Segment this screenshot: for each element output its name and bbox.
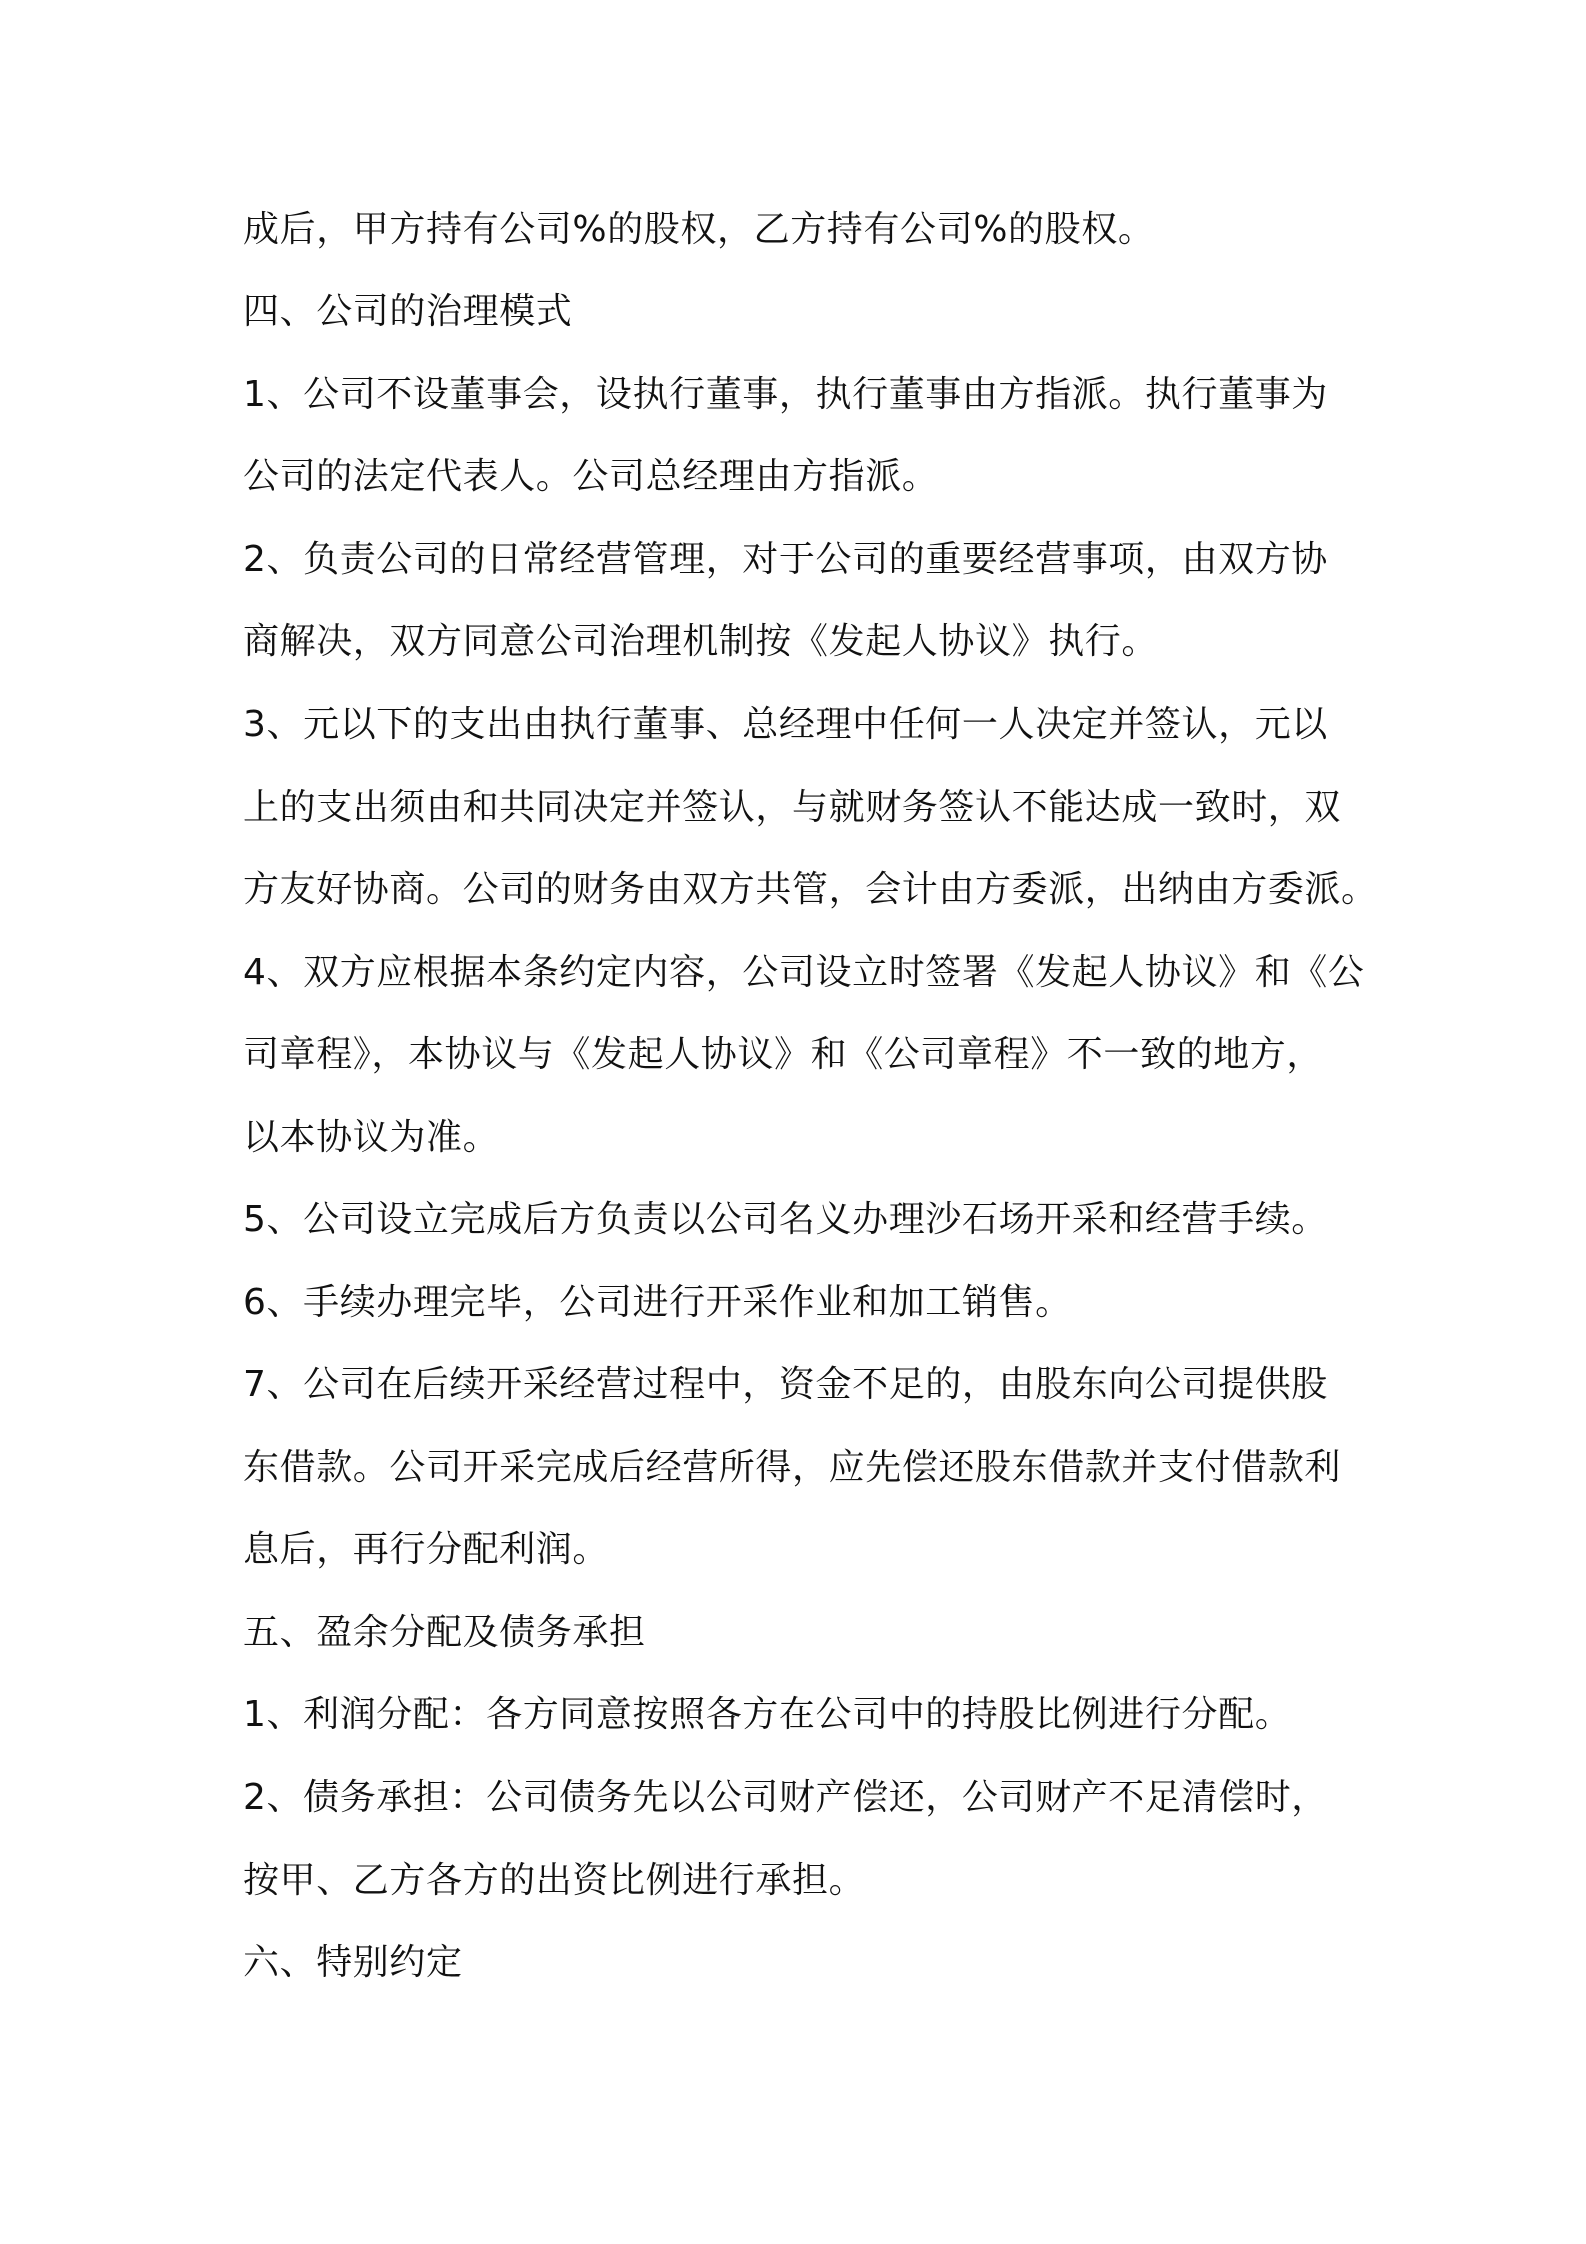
text-line: 4、双方应根据本条约定内容，公司设立时签署《发起人协议》和《公	[243, 952, 1365, 993]
text-line: 5、公司设立完成后方负责以公司名义办理沙石场开采和经营手续。	[243, 1199, 1328, 1240]
text-line: 3、元以下的支出由执行董事、总经理中任何一人决定并签认，元以	[243, 704, 1328, 745]
text-line: 1、利润分配：各方同意按照各方在公司中的持股比例进行分配。	[243, 1694, 1292, 1735]
text-line: 成后，甲方持有公司%的股权，乙方持有公司%的股权。	[243, 209, 1155, 250]
section-heading: 六、特别约定	[243, 1942, 463, 1983]
text-line: 2、债务承担：公司债务先以公司财产偿还，公司财产不足清偿时，	[243, 1777, 1328, 1818]
text-line: 商解决，双方同意公司治理机制按《发起人协议》执行。	[243, 621, 1159, 662]
text-line: 2、负责公司的日常经营管理，对于公司的重要经营事项，由双方协	[243, 539, 1328, 580]
section-heading: 四、公司的治理模式	[243, 291, 573, 332]
text-line: 以本协议为准。	[243, 1117, 500, 1158]
text-line: 方友好协商。公司的财务由双方共管，会计由方委派，出纳由方委派。	[243, 869, 1378, 910]
text-line: 7、公司在后续开采经营过程中，资金不足的，由股东向公司提供股	[243, 1364, 1328, 1405]
text-line: 公司的法定代表人。公司总经理由方指派。	[243, 456, 939, 497]
text-line: 上的支出须由和共同决定并签认，与就财务签认不能达成一致时，双	[243, 787, 1342, 828]
text-line: 息后，再行分配利润。	[243, 1529, 610, 1570]
text-line: 司章程》，本协议与《发起人协议》和《公司章程》不一致的地方，	[243, 1034, 1324, 1075]
text-line: 6、手续办理完毕，公司进行开采作业和加工销售。	[243, 1282, 1072, 1323]
text-line: 东借款。公司开采完成后经营所得，应先偿还股东借款并支付借款利	[243, 1447, 1342, 1488]
text-line: 按甲、乙方各方的出资比例进行承担。	[243, 1860, 866, 1901]
section-heading: 五、盈余分配及债务承担	[243, 1612, 646, 1653]
text-line: 1、公司不设董事会，设执行董事，执行董事由方指派。执行董事为	[243, 374, 1328, 415]
